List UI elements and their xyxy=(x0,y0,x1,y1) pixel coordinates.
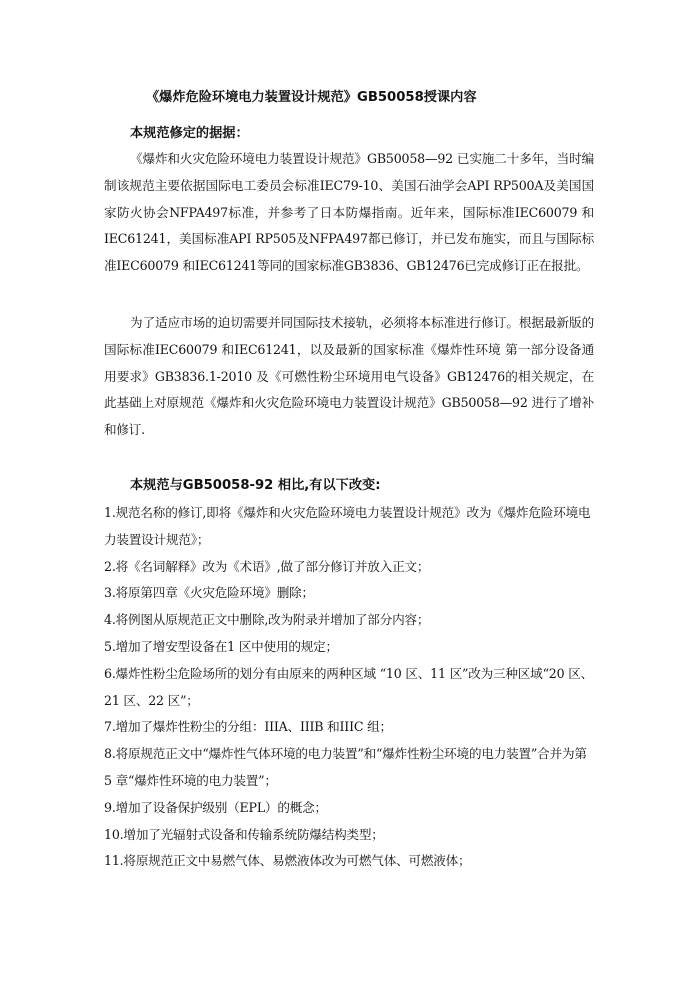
list-item: 10.增加了光辐射式设备和传输系统防爆结构类型； xyxy=(104,826,384,842)
section1-paragraph-1: 《爆炸和火灾危险环境电力装置设计规范》GB50058—92 已实施二十多年，当时编制该规范主要依据国际电工委员会标准IEC79-10、美国石油学会API RP500A及美国国家防火协会NFPA497标准，并参考了日本防爆指南。近年来，国际标准IEC60079 和IEC61241，美国标准API RP505及NFPA497都已修订，并已发布施实，而且与国际标准IEC60079 和IEC61241等同的国家标准GB3836、GB12476已完成修订正在报批。 xyxy=(104,151,594,274)
section1-heading: 本规范修定的据据： xyxy=(130,126,249,141)
list-item: 4.将例图从原规范正文中删除,改为附录并增加了部分内容； xyxy=(104,612,430,628)
list-item: 5.增加了增安型设备在1 区中使用的规定； xyxy=(104,638,338,654)
list-item: 8.将原规范正文中“爆炸性气体环境的电力装置”和“爆炸性粉尘环境的电力装置”合并为第5 章“爆炸性环境的电力装置”； xyxy=(104,746,587,788)
changes-list xyxy=(104,500,594,875)
list-item: 2.将《名词解释》改为《术语》,做了部分修订并放入正文； xyxy=(104,558,430,574)
list-item: 11.将原规范正文中易燃气体、易燃液体改为可燃气体、可燃液体； xyxy=(104,853,471,869)
list-item: 7.增加了爆炸性粉尘的分组：IIIA、IIIB 和IIIC 组； xyxy=(104,719,392,735)
section1-paragraph-2: 为了适应市场的迫切需要并同国际技术接轨，必须将本标准进行修订。根据最新版的国际标准IEC60079 和IEC61241，以及最新的国家标准《爆炸性环境 第一部分设备通用要求》GB3836.1-2010 及《可燃性粉尘环境用电气设备》GB12476的相关规定，在此基础上对原规范《爆炸和火灾危险环境电力装置设计规范》GB50058—92 进行了增补和修订. xyxy=(104,315,594,438)
document-title: 《爆炸危险环境电力装置设计规范》GB50058授课内容 xyxy=(146,90,477,105)
list-item: 3.将原第四章《火灾危险环境》删除； xyxy=(104,585,314,601)
list-item: 9.增加了设备保护级别（EPL）的概念； xyxy=(104,799,327,815)
list-item: 1.规范名称的修订,即将《爆炸和火灾危险环境电力装置设计规范》改为《爆炸危险环境电力装置设计规范》； xyxy=(104,505,591,547)
list-item: 6.爆炸性粉尘危险场所的划分有由原来的两种区域 “10 区、11 区”改为三种区域“20 区、21 区、22 区”； xyxy=(104,665,594,708)
section2-heading: 本规范与GB50058-92 相比,有以下改变: xyxy=(130,478,381,493)
